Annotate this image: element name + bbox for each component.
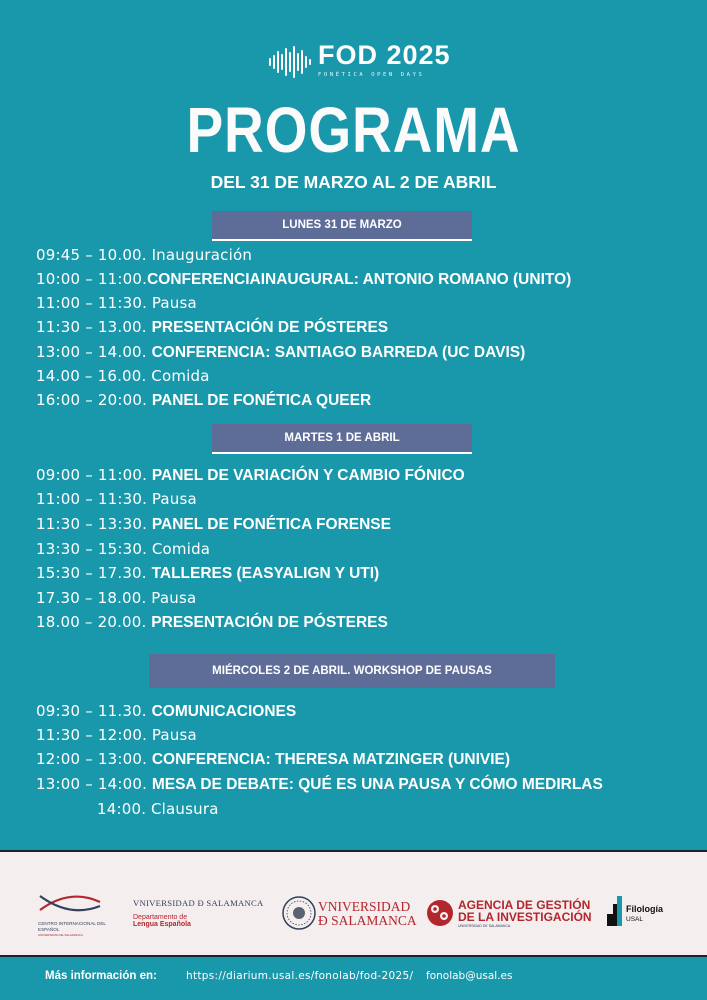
footer bbox=[0, 955, 707, 1000]
day-header-tuesday: MARTES 1 DE ABRIL bbox=[212, 424, 472, 454]
footer-label: Más información en: bbox=[45, 970, 157, 982]
website-link[interactable]: https://diarium.usal.es/fonolab/fod-2025/ bbox=[186, 970, 414, 982]
schedule-item: 12:00 – 13:00. CONFERENCIA: THERESA MATZINGER (UNIVIE) bbox=[36, 750, 511, 768]
date-range: DEL 31 DE MARZO AL 2 DE ABRIL bbox=[210, 172, 497, 192]
filologia-emblem-icon bbox=[606, 894, 624, 928]
usal-seal-icon bbox=[282, 896, 316, 930]
schedule-item: 14.00 – 16.00. Comida bbox=[36, 367, 210, 385]
schedule-item: 13:00 – 14.00. CONFERENCIA: SANTIAGO BARREDA (UC DAVIS) bbox=[36, 343, 526, 361]
schedule-item: 10:00 – 11:00.CONFERENCIAINAUGURAL: ANTONIO ROMANO (UNITO) bbox=[36, 270, 572, 288]
cie-emblem-icon bbox=[38, 892, 102, 916]
cie-logo bbox=[38, 892, 108, 936]
cie-name: CENTRO INTERNACIONAL DEL ESPAÑOL bbox=[38, 921, 106, 932]
soundwave-icon bbox=[268, 46, 314, 78]
schedule-item: 11:30 – 13:30. PANEL DE FONÉTICA FORENSE bbox=[36, 515, 391, 533]
schedule-item: 09:45 – 10.00. Inauguración bbox=[36, 246, 253, 264]
schedule-item: 11:30 – 12:00. Pausa bbox=[36, 726, 197, 744]
schedule-item: 09:30 – 11.30. COMUNICACIONES bbox=[36, 702, 297, 720]
schedule-item: 16:00 – 20:00. PANEL DE FONÉTICA QUEER bbox=[36, 391, 372, 409]
email-link[interactable]: fonolab@usal.es bbox=[426, 970, 513, 982]
cie-tagline: UNIVERSIDAD DE SALAMANCA bbox=[38, 933, 83, 937]
schedule-item: 13:30 – 15:30. Comida bbox=[36, 540, 211, 558]
agencia-emblem-icon bbox=[424, 898, 456, 928]
schedule-item: 11:30 – 13.00. PRESENTACIÓN DE PÓSTERES bbox=[36, 318, 389, 336]
schedule-item: 18.00 – 20.00. PRESENTACIÓN DE PÓSTERES bbox=[36, 613, 388, 631]
logo-title: FOD 2025 bbox=[318, 40, 451, 70]
logo-subtitle: FONÉTICA OPEN DAYS bbox=[318, 72, 425, 78]
day-header-monday: LUNES 31 DE MARZO bbox=[212, 211, 472, 241]
schedule-item: 09:00 – 11:00. PANEL DE VARIACIÓN Y CAMBIO FÓNICO bbox=[36, 466, 465, 484]
fod-logo bbox=[268, 40, 451, 84]
schedule-item: 11:00 – 11:30. Pausa bbox=[36, 490, 197, 508]
schedule-item: 11:00 – 11:30. Pausa bbox=[36, 294, 197, 312]
day-header-wednesday: MIÉRCOLES 2 DE ABRIL. WORKSHOP DE PAUSAS bbox=[149, 654, 555, 688]
schedule-item: 13:00 – 14:00. MESA DE DEBATE: QUÉ ES UNA PAUSA Y CÓMO MEDIRLAS bbox=[36, 775, 603, 793]
schedule-item: 17.30 – 18.00. Pausa bbox=[36, 589, 197, 607]
sponsor-logos: CENTRO INTERNACIONAL DEL ESPAÑOL UNIVERSIDAD DE SALAMANCA VNIVERSIDAD Ð SALAMANCA Departamento de Lengua Española VNIVERSIDAD Ð SALAMANCA AGENCIA DE GESTIÓN DE LA INVESTIGACIÓN UNIVERSIDAD DE SALAMANCA Filología USAL bbox=[0, 852, 707, 955]
lengua-espanola-logo: VNIVERSIDAD Ð SALAMANCA Departamento de Lengua Española bbox=[133, 898, 264, 928]
schedule-item: 15:30 – 17.30. TALLERES (EASYALIGN Y UTI) bbox=[36, 564, 380, 582]
page-title: PROGRAMA bbox=[186, 94, 521, 166]
schedule-item: 14:00. Clausura bbox=[97, 800, 219, 818]
